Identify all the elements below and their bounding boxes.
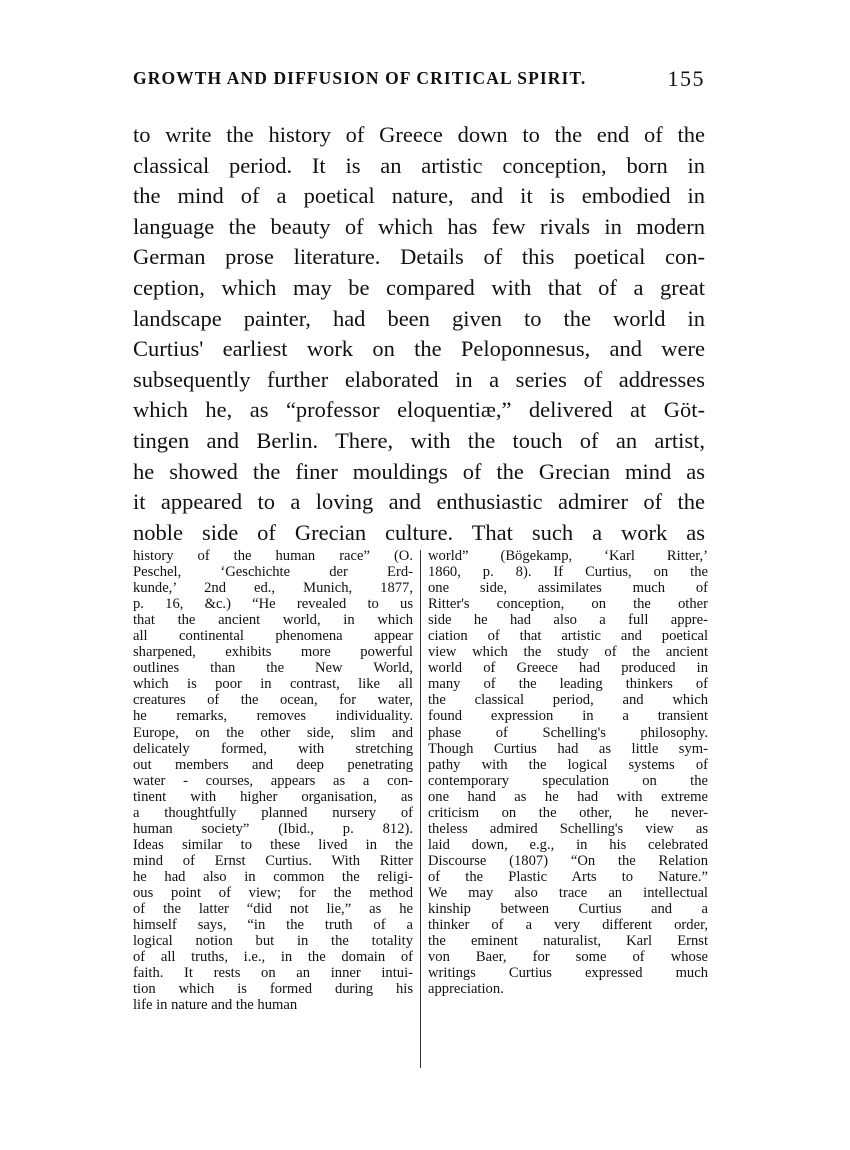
footnote-line: one hand as he had with extreme: [428, 788, 708, 805]
footnote-line: pathy with the logical systems of: [428, 756, 708, 773]
text-line: to write the history of Greece down to the end of the: [133, 122, 705, 147]
footnote-line: one side, assimilates much of: [428, 580, 708, 597]
footnote-line: outlines than the New World,: [133, 660, 413, 677]
running-title: GROWTH AND DIFFUSION OF CRITICAL SPIRIT.: [133, 68, 587, 88]
footnote-line: world” (Bögekamp, ‘Karl Ritter,’: [428, 548, 708, 564]
footnote-line: tinent with higher organisation, as: [133, 788, 413, 805]
footnote-line: Though Curtius had as little sym-: [428, 740, 708, 757]
footnote-line: We may also trace an intellectual: [428, 884, 708, 901]
footnote-line: life in nature and the human: [133, 997, 298, 1014]
text-line: language the beauty of which has few rivals in modern: [133, 213, 705, 239]
footnote-line: Discourse (1807) “On the Relation: [428, 852, 708, 869]
footnote-line: that the ancient world, in which: [133, 612, 413, 629]
footnote-line: laid down, e.g., in his celebrated: [428, 836, 708, 853]
footnote-line: kinship between Curtius and a: [428, 901, 708, 918]
footnote-line: found expression in a transient: [428, 708, 708, 725]
footnote-line: ous point of view; for the method: [133, 884, 413, 901]
footnote-line: kunde,’ 2nd ed., Munich, 1877,: [133, 580, 413, 597]
footnote-line: appreciation.: [428, 981, 504, 998]
footnote-line: tion which is formed during his: [133, 981, 413, 998]
page-number: 155: [667, 66, 705, 91]
text-line: ception, which may be compared with that of a great: [133, 274, 705, 300]
footnote-line: himself says, “in the truth of a: [133, 917, 413, 934]
footnote-line: theless admired Schelling's view as: [428, 820, 708, 837]
footnote-line: out members and deep penetrating: [133, 756, 413, 773]
text-line: noble side of Grecian culture. That such a work as: [133, 519, 705, 545]
footnote-line: contemporary speculation on the: [428, 772, 708, 789]
text-line: subsequently further elaborated in a series of addresses: [133, 366, 705, 392]
text-line: classical period. It is an artistic conception, born in: [133, 152, 705, 178]
text-line: Curtius' earliest work on the Peloponnesus, and were: [133, 336, 705, 362]
footnotes: [133, 548, 708, 1078]
footnote-line: Ideas similar to these lived in the: [133, 836, 413, 853]
footnote-line: human society” (Ibid., p. 812).: [133, 820, 413, 837]
footnote-line: he remarks, removes individuality.: [133, 708, 413, 725]
main-text: [133, 120, 705, 548]
footnote-line: creatures of the ocean, for water,: [133, 692, 413, 709]
footnote-line: side he had also a full appre-: [428, 612, 708, 629]
footnote-line: of the Plastic Arts to Nature.”: [428, 868, 708, 885]
footnote-line: Europe, on the other side, slim and: [133, 724, 413, 741]
footnote-line: Ritter's conception, on the other: [428, 596, 708, 613]
footnote-line: the eminent naturalist, Karl Ernst: [428, 933, 708, 950]
footnote-line: criticism on the other, he never-: [428, 804, 708, 821]
footnote-line: many of the leading thinkers of: [428, 676, 708, 693]
text-line: which he, as “professor eloquentiæ,” delivered at Göt-: [133, 397, 705, 423]
footnote-line: all continental phenomena appear: [133, 628, 413, 645]
footnote-line: ciation of that artistic and poetical: [428, 628, 708, 645]
footnote-line: which is poor in contrast, like all: [133, 676, 413, 693]
footnote-column-left: [133, 548, 413, 1013]
footnote-line: 1860, p. 8). If Curtius, on the: [428, 564, 708, 581]
footnote-line: a thoughtfully planned nursery of: [133, 804, 413, 821]
footnote-line: of the latter “did not lie,” as he: [133, 901, 413, 918]
footnote-line: thinker of a very different order,: [428, 917, 708, 934]
footnote-line: writings Curtius expressed much: [428, 965, 708, 982]
footnote-line: sharpened, exhibits more powerful: [133, 644, 413, 661]
footnote-line: von Baer, for some of whose: [428, 949, 708, 966]
footnote-line: delicately formed, with stretching: [133, 740, 413, 757]
footnote-line: p. 16, &c.) “He revealed to us: [133, 596, 413, 613]
running-head: [133, 68, 705, 98]
footnote-line: mind of Ernst Curtius. With Ritter: [133, 852, 413, 869]
footnote-line: he had also in common the religi-: [133, 868, 413, 885]
footnote-line: Peschel, ‘Geschichte der Erd-: [133, 564, 413, 581]
footnote-line: faith. It rests on an inner intui-: [133, 965, 413, 982]
text-line: he showed the finer mouldings of the Grecian mind as: [133, 458, 705, 484]
footnote-line: world of Greece had produced in: [428, 660, 708, 677]
column-divider: [420, 550, 421, 1068]
footnote-line: logical notion but in the totality: [133, 933, 413, 950]
text-line: the mind of a poetical nature, and it is embodied in: [133, 183, 705, 209]
footnote-line: of all truths, i.e., in the domain of: [133, 949, 413, 966]
text-line: German prose literature. Details of this poetical con-: [133, 244, 705, 270]
text-line: tingen and Berlin. There, with the touch of an artist,: [133, 427, 705, 453]
text-line: it appeared to a loving and enthusiastic admirer of the: [133, 489, 705, 515]
footnote-line: water - courses, appears as a con-: [133, 772, 413, 789]
footnote-line: history of the human race” (O.: [133, 548, 413, 564]
footnote-line: view which the study of the ancient: [428, 644, 708, 661]
footnote-line: the classical period, and which: [428, 692, 708, 709]
text-line: landscape painter, had been given to the world in: [133, 305, 705, 331]
footnote-line: phase of Schelling's philosophy.: [428, 724, 708, 741]
footnote-column-right: [428, 548, 708, 997]
